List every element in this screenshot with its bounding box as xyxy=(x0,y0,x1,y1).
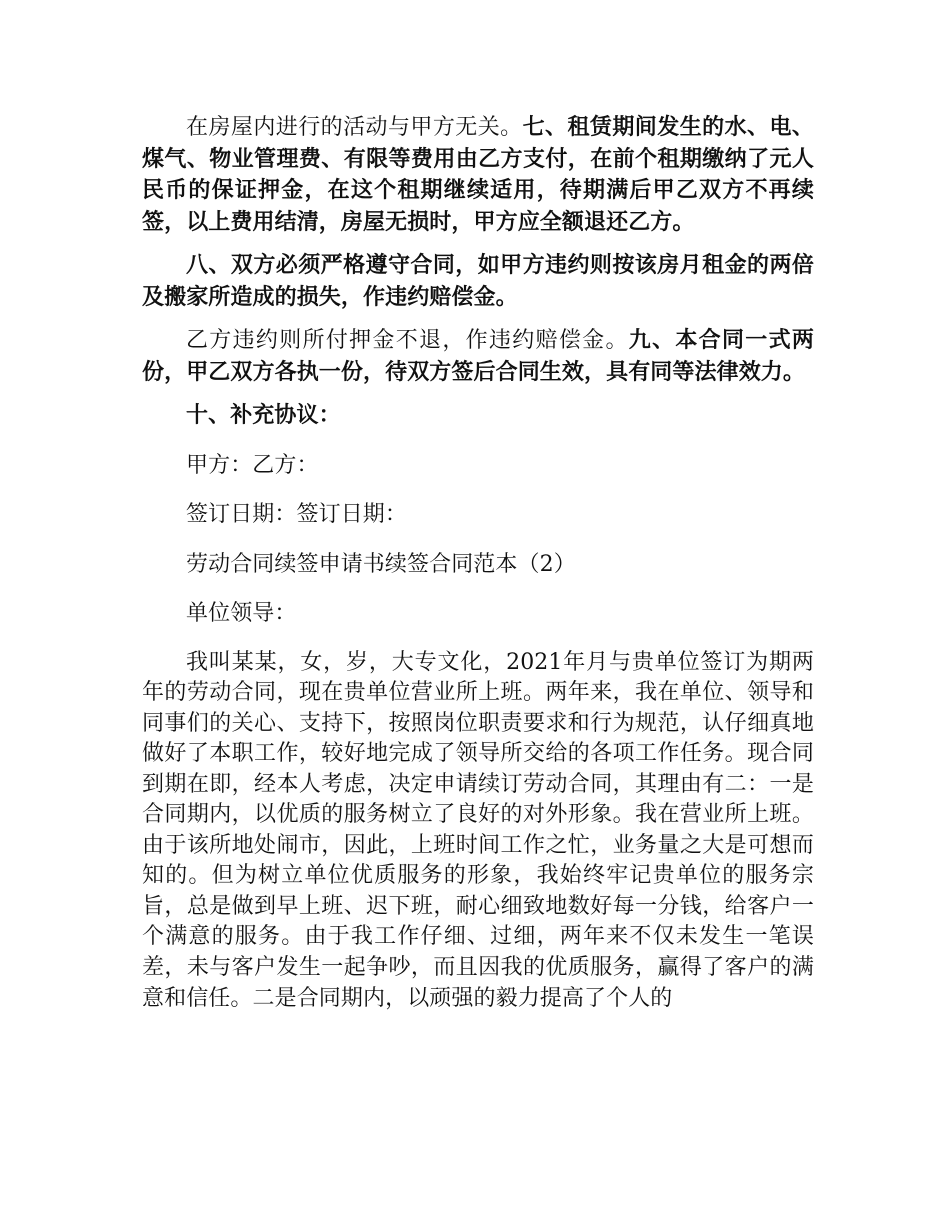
paragraph-parties xyxy=(142,450,814,482)
salutation-text: 单位领导： xyxy=(186,601,297,626)
paragraph-clause-10 xyxy=(142,400,814,432)
sign-dates-text: 签订日期：签订日期： xyxy=(186,502,408,527)
clause-8-text: 八、双方必须严格遵守合同，如甲方违约则按该房月租金的两倍及搬家所造成的损失，作违约赔偿金。 xyxy=(142,252,814,310)
clause-7-text: 七、租赁期间发生的水、电、煤气、物业管理费、有限等费用由乙方支付，在前个租期缴纳了元人民币的保证押金，在这个租期继续适用，待期满后甲乙双方不再续签，以上费用结清，房屋无损时，甲方应全额退还乙方。 xyxy=(142,114,814,235)
paragraph-section-title xyxy=(142,549,814,581)
paragraph-clause-8 xyxy=(142,250,814,313)
paragraph-text: 在房屋内进行的活动与甲方无关。 xyxy=(186,115,523,140)
document-page xyxy=(142,112,814,1027)
paragraph-text: 乙方违约则所付押金不退，作违约赔偿金。 xyxy=(186,328,629,353)
section-title-text: 劳动合同续签申请书续签合同范本（2） xyxy=(186,551,576,577)
paragraph-sign-dates xyxy=(142,499,814,531)
clause-10-text: 十、补充协议： xyxy=(186,402,341,428)
application-body-text: 我叫某某，女，岁，大专文化，2021年月与贵单位签订为期两年的劳动合同，现在贵单位营业所上班。两年来，我在单位、领导和同事们的关心、支持下，按照岗位职责要求和行为规范，认仔细真地做好了本职工作，较好地完成了领导所交给的各项工作任务。现合同到期在即，经本人考虑，决定申请续订劳动合同，其理由有二：一是合同期内，以优质的服务树立了良好的对外形象。我在营业所上班。由于该所地处闹市，因此，上班时间工作之忙，业务量之大是可想而知的。但为树立单位优质服务的形象，我始终牢记贵单位的服务宗旨，总是做到早上班、迟下班，耐心细致地数好每一分钱，给客户一个满意的服务。由于我工作仔细、过细，两年来不仅未发生一笔误差，未与客户发生一起争吵，而且因我的优质服务，赢得了客户的满意和信任。二是合同期内，以顽强的毅力提高了个人的 xyxy=(142,649,814,1011)
paragraph-application-body xyxy=(142,648,814,1015)
parties-text: 甲方：乙方： xyxy=(186,452,319,478)
paragraph-salutation xyxy=(142,598,814,630)
paragraph-clause-9 xyxy=(142,325,814,388)
paragraph-clause-7 xyxy=(142,112,814,238)
clause-9-text: 九、本合同一式两份，甲乙双方各执一份，待双方签后合同生效，具有同等法律效力。 xyxy=(142,327,814,385)
